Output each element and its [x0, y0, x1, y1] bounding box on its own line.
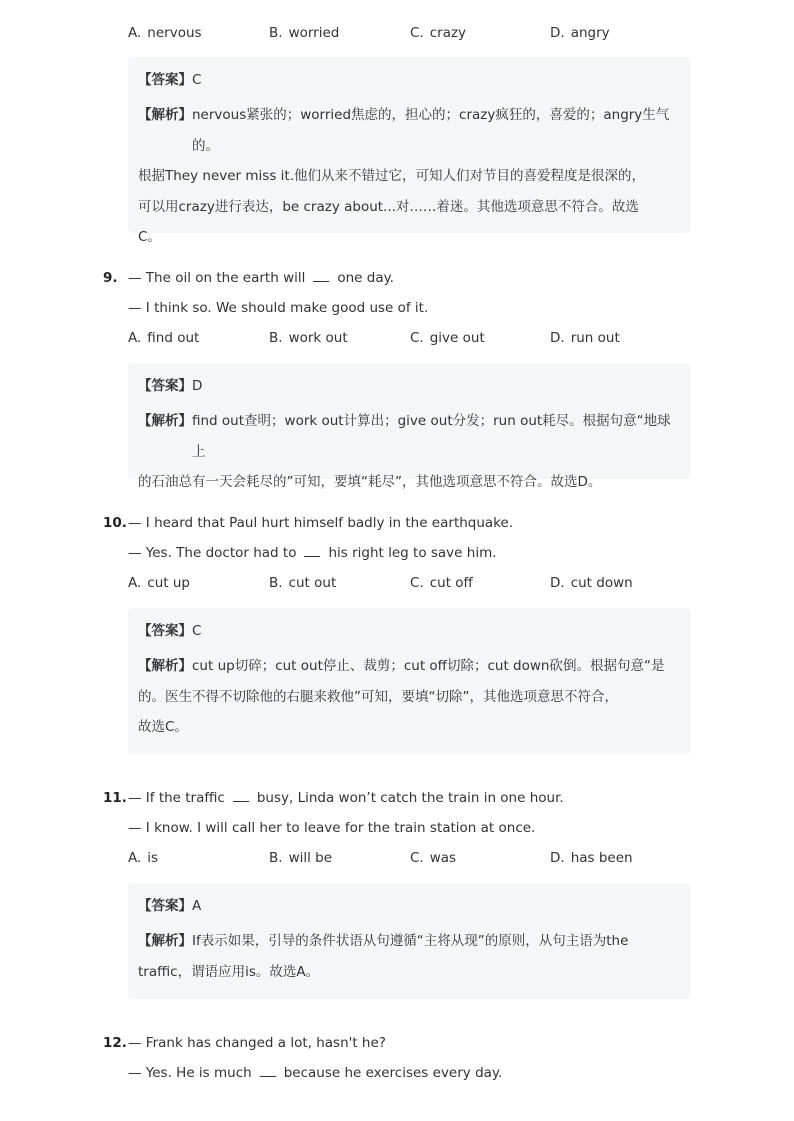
q11-answer-box — [128, 883, 690, 999]
q8-option-b: B. worried — [269, 25, 340, 41]
q12-blank — [260, 1064, 276, 1077]
q11-answer: 【答案】A — [138, 898, 202, 914]
q11-stem: 11.— If the traffic busy, Linda won’t catch the train in one hour. — [103, 790, 564, 806]
q9-answer-box — [128, 363, 690, 490]
q10-option-a: A. cut up — [128, 575, 190, 591]
q8-option-d: D. angry — [550, 25, 610, 41]
q10-options — [128, 573, 698, 593]
q9-stem: 9. — The oil on the earth will one day. — [103, 270, 394, 286]
q8-option-c: C. crazy — [410, 25, 467, 41]
q9-blank — [313, 269, 329, 282]
q11-explanation: 【解析】 If表示如果，引导的条件状语从句遵循“主将从现”的原则，从句主语为the traffic，谓语应用is。故选A。 — [138, 933, 629, 980]
q11-option-b: B. will be — [269, 850, 333, 866]
q8-option-a: A. nervous — [128, 25, 202, 41]
q9-option-d: D. run out — [550, 330, 620, 346]
q10-answer-box — [128, 608, 690, 754]
q10-blank — [304, 544, 320, 557]
q11-option-a: A. is — [128, 850, 159, 866]
q11-blank — [233, 789, 249, 802]
q12-stem: 12.— Frank has changed a lot, hasn't he? — [103, 1035, 386, 1051]
q8-options — [128, 23, 698, 43]
q9-answer: 【答案】D — [138, 378, 203, 394]
q9-option-c: C. give out — [410, 330, 485, 346]
q9-option-a: A. find out — [128, 330, 200, 346]
q10-answer: 【答案】C — [138, 623, 202, 639]
q11-option-d: D. has been — [550, 850, 633, 866]
q10-response: — Yes. The doctor had to his right leg to save him. — [128, 545, 497, 561]
q9-options — [128, 328, 698, 348]
q10-option-b: B. cut out — [269, 575, 337, 591]
q10-stem: 10.— I heard that Paul hurt himself badly in the earthquake. — [103, 515, 514, 531]
q11-option-c: C. was — [410, 850, 457, 866]
q12-response: — Yes. He is much because he exercises every day. — [128, 1065, 503, 1081]
q10-option-d: D. cut down — [550, 575, 633, 591]
q10-explanation: 【解析】 cut up切碎；cut out停止、裁剪；cut off切除；cut down砍倒。根据句意“是 的。医生不得不切除他的右腿来救他”可知，要填“切除”，其他选项意思不符合， 故选C。 — [138, 658, 665, 735]
q9-explanation: 【解析】 find out查明；work out计算出；give out分发；run out耗尽。根据句意“地球上 的石油总有一天会耗尽的”可知，要填“耗尽”，其他选项意思不符合。故选D。 — [138, 413, 671, 490]
q9-option-b: B. work out — [269, 330, 348, 346]
q8-answer: 【答案】C — [138, 72, 202, 88]
q9-response: — I think so. We should make good use of it. — [128, 300, 429, 316]
q8-answer-box — [128, 57, 690, 245]
q11-options — [128, 848, 698, 868]
q10-option-c: C. cut off — [410, 575, 473, 591]
q8-explanation: 【解析】 nervous紧张的；worried焦虑的，担心的；crazy疯狂的，喜爱的；angry生气的。 根据They never miss it.他们从来不错过它，可知人们对节目的喜爱程度是很深的， 可以用crazy进行表达，be crazy about...对……着迷。其他选项意思不符合。故选 C。 — [138, 107, 670, 245]
q11-response: — I know. I will call her to leave for the train station at once. — [128, 820, 536, 836]
